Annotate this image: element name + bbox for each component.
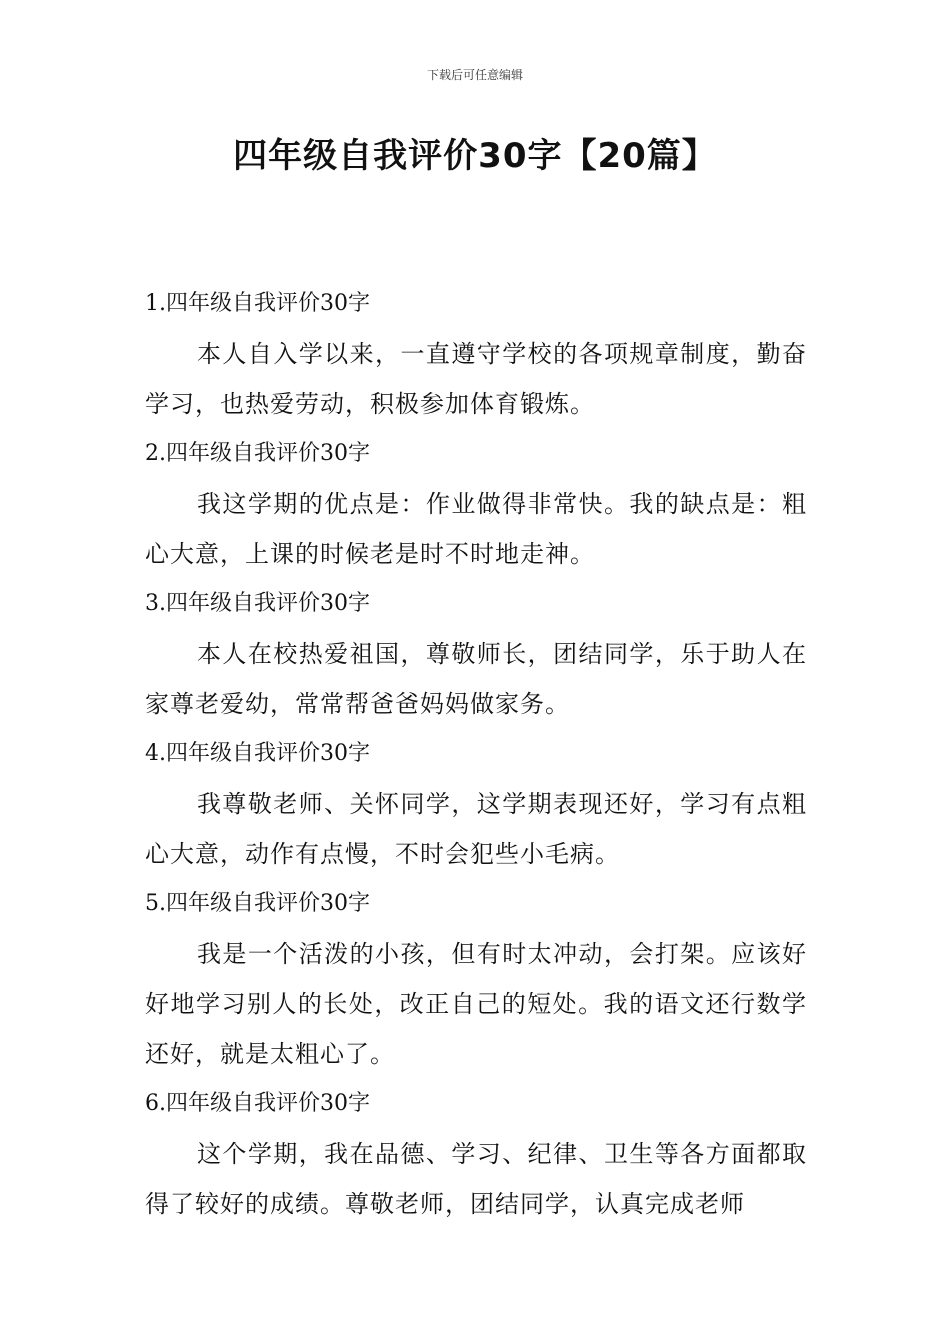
entry-1 [145,279,807,429]
entry-heading: 4.四年级自我评价30字 [145,741,370,766]
entry-body: 这个学期，我在品德、学习、纪律、卫生等各方面都取得了较好的成绩。尊敬老师，团结同学，认真完成老师 [145,1140,807,1218]
entry-heading: 1.四年级自我评价30字 [145,291,370,316]
entry-2 [145,429,807,579]
entry-heading: 3.四年级自我评价30字 [145,591,370,616]
entry-body: 本人在校热爱祖国，尊敬师长，团结同学，乐于助人在家尊老爱幼，常常帮爸爸妈妈做家务。 [145,640,807,718]
entry-5 [145,879,807,1079]
entry-heading: 5.四年级自我评价30字 [145,891,370,916]
entry-body: 我尊敬老师、关怀同学，这学期表现还好，学习有点粗心大意，动作有点慢，不时会犯些小毛病。 [145,790,807,868]
entry-4 [145,729,807,879]
entry-heading: 2.四年级自我评价30字 [145,441,370,466]
document-title: 四年级自我评价30字【20篇】 [233,136,717,176]
entry-body: 我这学期的优点是：作业做得非常快。我的缺点是：粗心大意，上课的时候老是时不时地走神。 [145,490,807,568]
header-note: 下载后可任意编辑 [426,68,523,82]
document-content [145,279,807,1229]
entry-6 [145,1079,807,1229]
entry-body: 我是一个活泼的小孩，但有时太冲动，会打架。应该好好地学习别人的长处，改正自己的短处。我的语文还行数学还好，就是太粗心了。 [145,940,807,1068]
entry-body: 本人自入学以来，一直遵守学校的各项规章制度，勤奋学习，也热爱劳动，积极参加体育锻炼。 [145,340,807,418]
entry-3 [145,579,807,729]
entry-heading: 6.四年级自我评价30字 [145,1091,370,1116]
